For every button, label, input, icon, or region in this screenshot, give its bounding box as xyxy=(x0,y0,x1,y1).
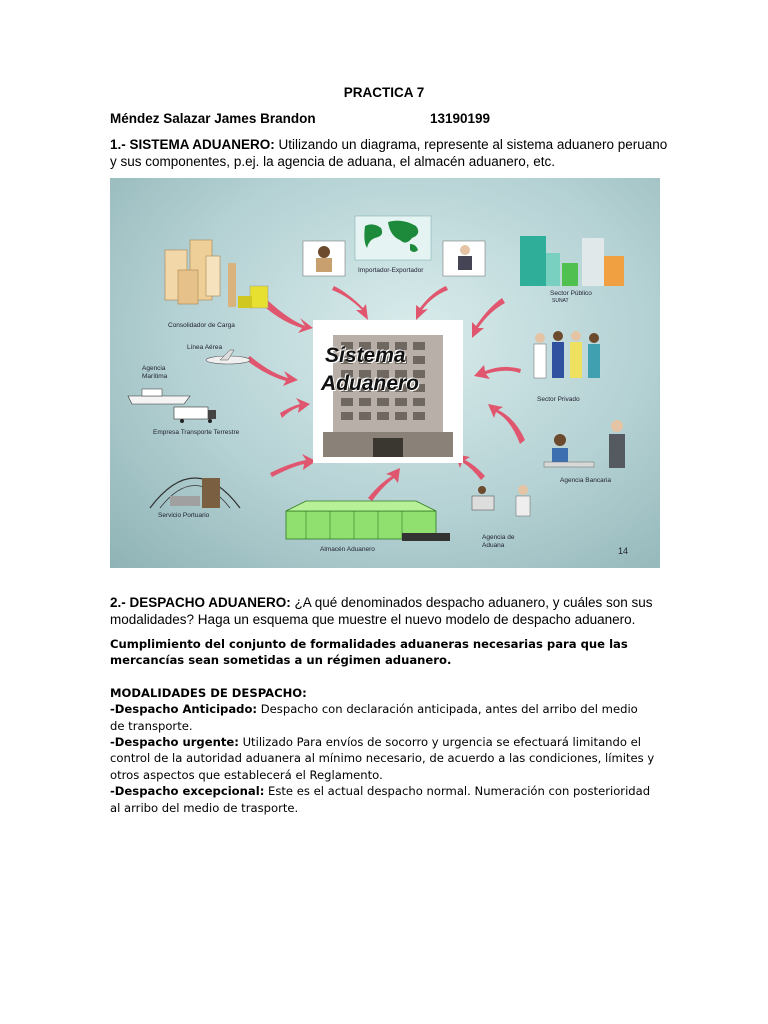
question-1-text: Utilizando un diagrama, represente al sistema aduanero peruano y sus componentes, p.ej. la agencia de aduana, el almacén aduanero, etc. xyxy=(110,137,668,169)
modalidad-label: -Despacho excepcional: xyxy=(110,784,265,799)
label-portuario: Servicio Portuario xyxy=(158,512,210,519)
arrow-privado xyxy=(474,365,521,379)
arrow-importador-left xyxy=(332,286,368,320)
label-importador: Importador-Exportador xyxy=(358,267,424,274)
agencia-aduana-illustration xyxy=(472,485,530,516)
answer-block xyxy=(110,636,655,816)
agencia-bancaria-illustration xyxy=(544,420,625,468)
customs-system-diagram xyxy=(110,178,660,568)
arrow-portuario xyxy=(270,454,316,477)
label-sector-privado: Sector Privado xyxy=(537,396,580,403)
arrow-transporte xyxy=(280,398,310,418)
arrow-importador-right xyxy=(416,286,448,320)
modalidad-item xyxy=(110,734,655,783)
sector-publico-illustration xyxy=(520,236,624,286)
modalidad-text: Utilizado Para envíos de socorro y urgencia se efectuará limitando el control de la autoridad aduanera al mínimo necesario, de acuerdo a las condiciones, límites y otros aspectos que establecerá el Reglamento. xyxy=(110,735,655,782)
label-transporte: Empresa Transporte Terrestre xyxy=(153,429,240,436)
modalidad-text: Este es el actual despacho normal. Numeración con posterioridad al arribo del medio de trasporte. xyxy=(110,784,651,815)
modalidad-label: -Despacho urgente: xyxy=(110,735,239,750)
student-id: 13190199 xyxy=(430,111,491,126)
modalidad-item xyxy=(110,783,655,816)
center-building-image xyxy=(313,320,463,463)
transport-illustrations xyxy=(128,350,250,423)
author-name: Méndez Salazar James Brandon xyxy=(110,111,316,126)
label-agencia-aduana-2: Aduana xyxy=(482,542,505,549)
question-2-text: ¿A qué denominados despacho aduanero, y cuáles son sus modalidades? Haga un esquema que muestre el nuevo modelo de despacho aduanero. xyxy=(110,595,653,627)
label-linea-aerea: Línea Aérea xyxy=(187,344,223,351)
modalidades-heading: MODALIDADES DE DESPACHO: xyxy=(110,685,307,700)
answer-definition: Cumplimiento del conjunto de formalidades aduaneras necesarias para que las mercancías sean sometidas a un régimen aduanero. xyxy=(110,637,628,668)
label-consolidador: Consolidador de Carga xyxy=(168,322,235,329)
label-agencia-maritima-1: Agencia xyxy=(142,365,166,372)
question-1-heading: 1.- SISTEMA ADUANERO: xyxy=(110,137,275,152)
label-sunat: SUNAT xyxy=(552,298,569,304)
question-2 xyxy=(110,594,670,628)
modalidad-item xyxy=(110,701,655,734)
arrow-linea-aerea xyxy=(246,356,298,386)
center-title-line-1: Sistema xyxy=(325,344,406,367)
label-agencia-bancaria: Agencia Bancaria xyxy=(560,477,611,484)
modalidad-label: -Despacho Anticipado: xyxy=(110,702,258,717)
servicio-portuario-illustration xyxy=(150,478,240,508)
question-1 xyxy=(110,136,670,170)
slide-number: 14 xyxy=(618,546,629,556)
modalidad-text: Despacho con declaración anticipada, antes del arribo del medio de transporte. xyxy=(110,702,638,733)
label-agencia-maritima-2: Marítima xyxy=(142,373,168,380)
label-sector-publico: Sector Público xyxy=(550,290,592,297)
arrow-bancaria xyxy=(488,404,525,444)
label-agencia-aduana-1: Agencia de xyxy=(482,534,515,541)
arrow-publico xyxy=(472,298,505,338)
label-almacen: Almacén Aduanero xyxy=(320,546,375,553)
consolidador-illustration xyxy=(165,240,268,308)
page-title: PRACTICA 7 xyxy=(343,85,425,100)
sector-privado-illustration xyxy=(534,331,600,378)
almacen-illustration xyxy=(286,501,450,541)
arrow-almacen xyxy=(368,468,400,501)
center-title-line-2: Aduanero xyxy=(321,372,420,395)
question-2-heading: 2.- DESPACHO ADUANERO: xyxy=(110,595,291,610)
